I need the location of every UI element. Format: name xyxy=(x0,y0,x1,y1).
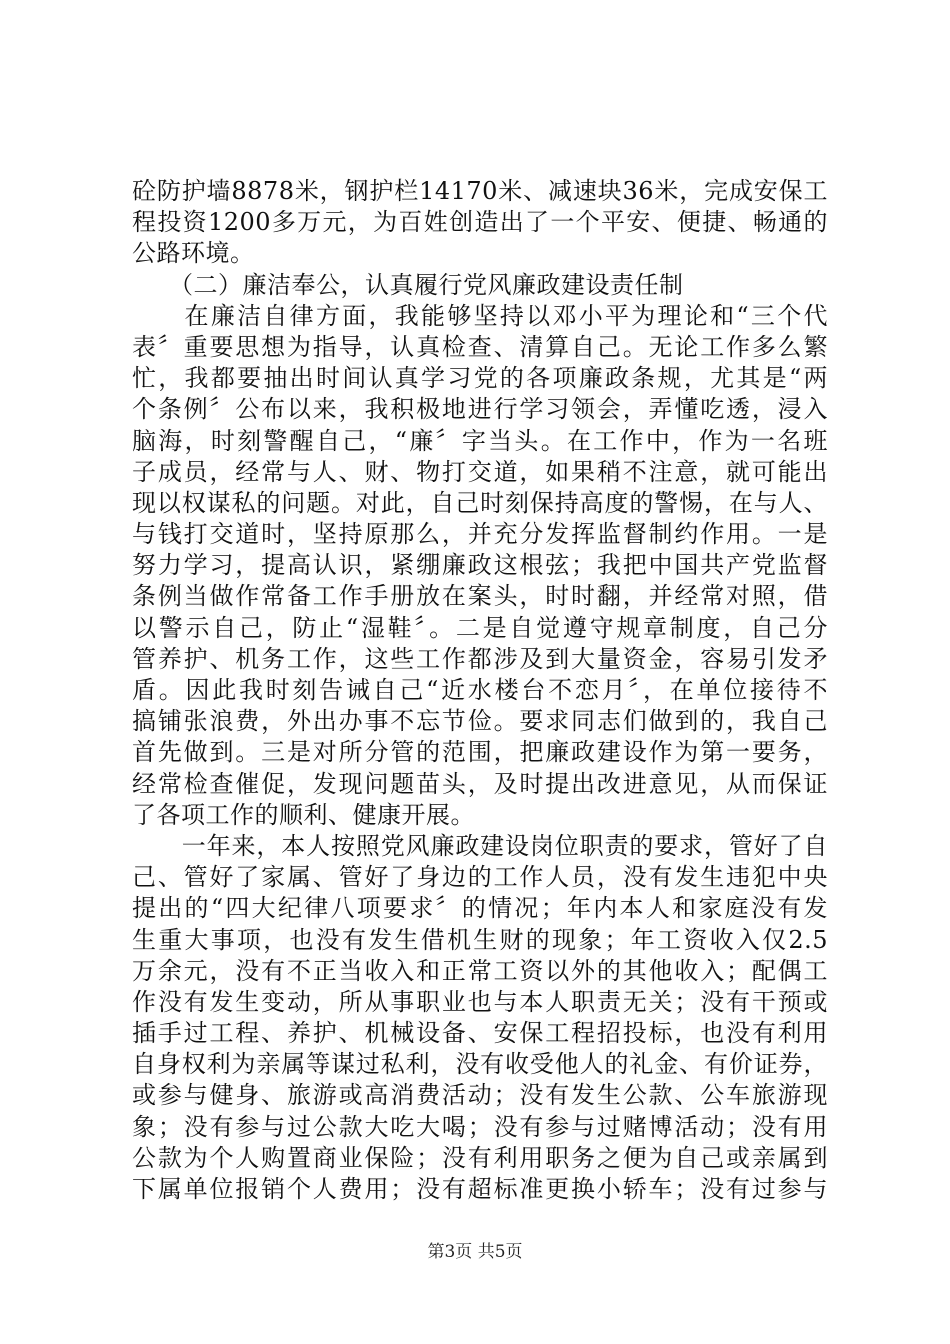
text-line: 脑海，时刻警醒自己，“廉〞字当头。在工作中，作为一名班 xyxy=(132,426,828,455)
text-line: 现以权谋私的问题。对此，自己时刻保持高度的警惕，在与人、 xyxy=(132,488,828,517)
text-line: 忙，我都要抽出时间认真学习党的各项廉政条规，尤其是“两 xyxy=(132,364,828,393)
text-line: 砼防护墙8878米，钢护栏14170米、减速块36米，完成安保工 xyxy=(132,177,828,205)
text-line: 了各项工作的顺利、健康开展。 xyxy=(132,800,475,829)
document-body xyxy=(132,176,828,1205)
text-line: 自身权利为亲属等谋过私利，没有收受他人的礼金、有价证券， xyxy=(132,1050,828,1079)
text-line: 公路环境。 xyxy=(132,239,255,268)
text-line: 个条例〞公布以来，我积极地进行学习领会，弄懂吃透，浸入 xyxy=(132,395,828,424)
text-line: 作没有发生变动，所从事职业也与本人职责无关；没有干预或 xyxy=(132,987,828,1016)
text-line: 在廉洁自律方面，我能够坚持以邓小平为理论和“三个代 xyxy=(132,301,828,330)
text-line: 搞铺张浪费，外出办事不忘节俭。要求同志们做到的，我自己 xyxy=(132,707,828,736)
text-line: 努力学习，提高认识，紧绷廉政这根弦；我把中国共产党监督 xyxy=(132,551,828,580)
text-line: 插手过工程、养护、机械设备、安保工程招投标，也没有利用 xyxy=(132,1019,828,1048)
text-line: 象；没有参与过公款大吃大喝；没有参与过赌博活动；没有用 xyxy=(132,1112,828,1141)
text-line: 下属单位报销个人费用；没有超标准更换小轿车；没有过参与 xyxy=(132,1175,828,1203)
text-line: 子成员，经常与人、财、物打交道，如果稍不注意，就可能出 xyxy=(132,457,828,486)
text-line: 表〞重要思想为指导，认真检查、清算自己。无论工作多么繁 xyxy=(132,332,828,361)
text-line: 经常检查催促，发现问题苗头，及时提出改进意见，从而保证 xyxy=(132,769,828,798)
text-line: 以警示自己，防止“湿鞋〞。二是自觉遵守规章制度，自己分 xyxy=(132,613,828,642)
text-line: 首先做到。三是对所分管的范围，把廉政建设作为第一要务， xyxy=(132,738,828,767)
text-line: 与钱打交道时，坚持原那么，并充分发挥监督制约作用。一是 xyxy=(132,520,828,549)
text-line: 己、管好了家属、管好了身边的工作人员，没有发生违犯中央 xyxy=(132,863,828,892)
text-line: 万余元，没有不正当收入和正常工资以外的其他收入；配偶工 xyxy=(132,956,828,985)
text-line: 生重大事项，也没有发生借机生财的现象；年工资收入仅2.5 xyxy=(132,925,828,954)
text-line: 程投资1200多万元，为百姓创造出了一个平安、便捷、畅通的 xyxy=(132,208,828,237)
text-line: （二）廉洁奉公，认真履行党风廉政建设责任制 xyxy=(132,270,684,299)
text-line: 提出的“四大纪律八项要求〞的情况；年内本人和家庭没有发 xyxy=(132,894,828,923)
text-line: 一年来，本人按照党风廉政建设岗位职责的要求，管好了自 xyxy=(132,831,828,860)
text-line: 管养护、机务工作，这些工作都涉及到大量资金，容易引发矛 xyxy=(132,644,828,673)
text-line: 盾。因此我时刻告诫自己“近水楼台不恋月〞，在单位接待不 xyxy=(132,676,828,704)
text-line: 公款为个人购置商业保险；没有利用职务之便为自己或亲属到 xyxy=(132,1143,828,1172)
text-line: 条例当做作常备工作手册放在案头，时时翻，并经常对照，借 xyxy=(132,582,828,611)
page-footer: 第3页 共5页 xyxy=(427,1242,523,1262)
text-line: 或参与健身、旅游或高消费活动；没有发生公款、公车旅游现 xyxy=(132,1081,828,1110)
